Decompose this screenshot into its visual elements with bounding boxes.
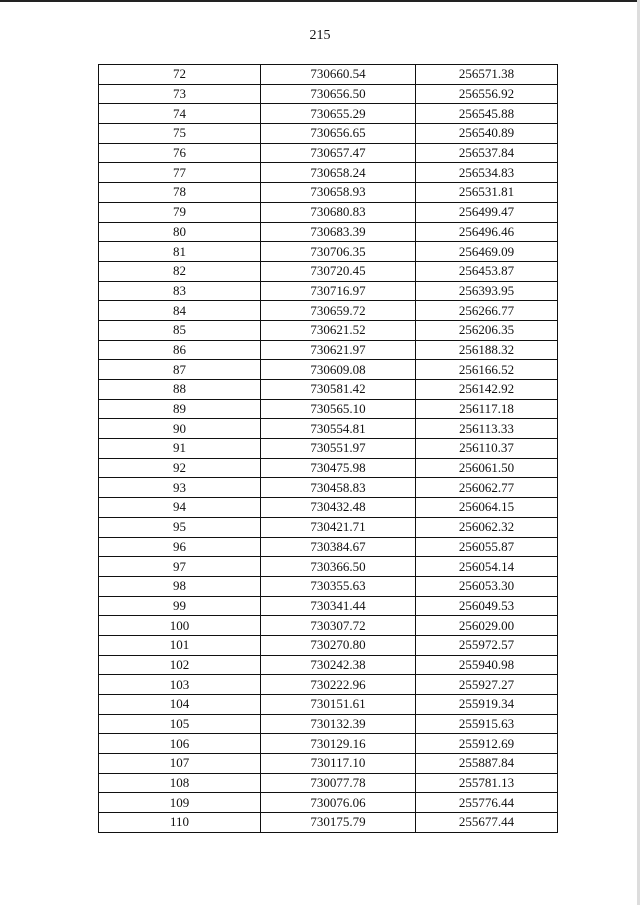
- y-coordinate-cell: 256142.92: [416, 380, 558, 400]
- coordinates-table-body: [99, 65, 558, 833]
- table-row: [99, 281, 558, 301]
- x-coordinate-cell: 730175.79: [261, 813, 416, 833]
- y-coordinate-cell: 255927.27: [416, 675, 558, 695]
- point-number-cell: 92: [99, 458, 261, 478]
- y-coordinate-cell: 256496.46: [416, 222, 558, 242]
- table-row: [99, 84, 558, 104]
- y-coordinate-cell: 256062.77: [416, 478, 558, 498]
- x-coordinate-cell: 730242.38: [261, 655, 416, 675]
- table-row: [99, 301, 558, 321]
- table-row: [99, 635, 558, 655]
- point-number-cell: 75: [99, 124, 261, 144]
- table-row: [99, 793, 558, 813]
- table-row: [99, 320, 558, 340]
- y-coordinate-cell: 256540.89: [416, 124, 558, 144]
- y-coordinate-cell: 255972.57: [416, 635, 558, 655]
- table-row: [99, 517, 558, 537]
- y-coordinate-cell: 256113.33: [416, 419, 558, 439]
- table-row: [99, 439, 558, 459]
- table-row: [99, 143, 558, 163]
- y-coordinate-cell: 256053.30: [416, 576, 558, 596]
- y-coordinate-cell: 256537.84: [416, 143, 558, 163]
- y-coordinate-cell: 256531.81: [416, 183, 558, 203]
- point-number-cell: 77: [99, 163, 261, 183]
- y-coordinate-cell: 256049.53: [416, 596, 558, 616]
- x-coordinate-cell: 730222.96: [261, 675, 416, 695]
- x-coordinate-cell: 730621.97: [261, 340, 416, 360]
- point-number-cell: 99: [99, 596, 261, 616]
- y-coordinate-cell: 255912.69: [416, 734, 558, 754]
- point-number-cell: 106: [99, 734, 261, 754]
- x-coordinate-cell: 730683.39: [261, 222, 416, 242]
- table-row: [99, 183, 558, 203]
- x-coordinate-cell: 730421.71: [261, 517, 416, 537]
- x-coordinate-cell: 730659.72: [261, 301, 416, 321]
- table-row: [99, 261, 558, 281]
- point-number-cell: 105: [99, 714, 261, 734]
- point-number-cell: 74: [99, 104, 261, 124]
- x-coordinate-cell: 730657.47: [261, 143, 416, 163]
- y-coordinate-cell: 256571.38: [416, 65, 558, 85]
- table-row: [99, 419, 558, 439]
- x-coordinate-cell: 730307.72: [261, 616, 416, 636]
- point-number-cell: 97: [99, 557, 261, 577]
- point-number-cell: 84: [99, 301, 261, 321]
- table-row: [99, 576, 558, 596]
- point-number-cell: 72: [99, 65, 261, 85]
- point-number-cell: 101: [99, 635, 261, 655]
- x-coordinate-cell: 730609.08: [261, 360, 416, 380]
- table-row: [99, 616, 558, 636]
- y-coordinate-cell: 256117.18: [416, 399, 558, 419]
- x-coordinate-cell: 730706.35: [261, 242, 416, 262]
- table-row: [99, 675, 558, 695]
- table-row: [99, 596, 558, 616]
- table-row: [99, 399, 558, 419]
- table-row: [99, 242, 558, 262]
- table-row: [99, 537, 558, 557]
- table-row: [99, 498, 558, 518]
- point-number-cell: 78: [99, 183, 261, 203]
- y-coordinate-cell: 256534.83: [416, 163, 558, 183]
- y-coordinate-cell: 256064.15: [416, 498, 558, 518]
- x-coordinate-cell: 730366.50: [261, 557, 416, 577]
- point-number-cell: 94: [99, 498, 261, 518]
- point-number-cell: 80: [99, 222, 261, 242]
- table-row: [99, 655, 558, 675]
- table-row: [99, 104, 558, 124]
- x-coordinate-cell: 730475.98: [261, 458, 416, 478]
- x-coordinate-cell: 730565.10: [261, 399, 416, 419]
- table-row: [99, 734, 558, 754]
- y-coordinate-cell: 256061.50: [416, 458, 558, 478]
- y-coordinate-cell: 256469.09: [416, 242, 558, 262]
- table-row: [99, 65, 558, 85]
- table-row: [99, 813, 558, 833]
- table-row: [99, 695, 558, 715]
- table-row: [99, 458, 558, 478]
- y-coordinate-cell: 255940.98: [416, 655, 558, 675]
- x-coordinate-cell: 730384.67: [261, 537, 416, 557]
- x-coordinate-cell: 730660.54: [261, 65, 416, 85]
- point-number-cell: 96: [99, 537, 261, 557]
- table-row: [99, 163, 558, 183]
- table-row: [99, 478, 558, 498]
- y-coordinate-cell: 255776.44: [416, 793, 558, 813]
- y-coordinate-cell: 256110.37: [416, 439, 558, 459]
- table-row: [99, 714, 558, 734]
- point-number-cell: 81: [99, 242, 261, 262]
- x-coordinate-cell: 730656.50: [261, 84, 416, 104]
- x-coordinate-cell: 730551.97: [261, 439, 416, 459]
- point-number-cell: 79: [99, 202, 261, 222]
- y-coordinate-cell: 256266.77: [416, 301, 558, 321]
- x-coordinate-cell: 730076.06: [261, 793, 416, 813]
- x-coordinate-cell: 730720.45: [261, 261, 416, 281]
- table-row: [99, 557, 558, 577]
- table-row: [99, 773, 558, 793]
- table-row: [99, 222, 558, 242]
- table-row: [99, 380, 558, 400]
- y-coordinate-cell: 256029.00: [416, 616, 558, 636]
- x-coordinate-cell: 730680.83: [261, 202, 416, 222]
- point-number-cell: 89: [99, 399, 261, 419]
- point-number-cell: 110: [99, 813, 261, 833]
- x-coordinate-cell: 730270.80: [261, 635, 416, 655]
- y-coordinate-cell: 256054.14: [416, 557, 558, 577]
- x-coordinate-cell: 730716.97: [261, 281, 416, 301]
- y-coordinate-cell: 256453.87: [416, 261, 558, 281]
- x-coordinate-cell: 730658.93: [261, 183, 416, 203]
- x-coordinate-cell: 730132.39: [261, 714, 416, 734]
- x-coordinate-cell: 730077.78: [261, 773, 416, 793]
- table-row: [99, 360, 558, 380]
- y-coordinate-cell: 256545.88: [416, 104, 558, 124]
- x-coordinate-cell: 730117.10: [261, 754, 416, 774]
- x-coordinate-cell: 730655.29: [261, 104, 416, 124]
- y-coordinate-cell: 256393.95: [416, 281, 558, 301]
- y-coordinate-cell: 255919.34: [416, 695, 558, 715]
- scan-border-top: [0, 0, 640, 2]
- point-number-cell: 102: [99, 655, 261, 675]
- y-coordinate-cell: 256055.87: [416, 537, 558, 557]
- table-row: [99, 754, 558, 774]
- point-number-cell: 109: [99, 793, 261, 813]
- y-coordinate-cell: 255915.63: [416, 714, 558, 734]
- point-number-cell: 93: [99, 478, 261, 498]
- point-number-cell: 76: [99, 143, 261, 163]
- x-coordinate-cell: 730151.61: [261, 695, 416, 715]
- x-coordinate-cell: 730355.63: [261, 576, 416, 596]
- point-number-cell: 86: [99, 340, 261, 360]
- table-row: [99, 340, 558, 360]
- point-number-cell: 104: [99, 695, 261, 715]
- x-coordinate-cell: 730554.81: [261, 419, 416, 439]
- x-coordinate-cell: 730656.65: [261, 124, 416, 144]
- point-number-cell: 87: [99, 360, 261, 380]
- y-coordinate-cell: 255887.84: [416, 754, 558, 774]
- table-row: [99, 124, 558, 144]
- point-number-cell: 88: [99, 380, 261, 400]
- y-coordinate-cell: 256499.47: [416, 202, 558, 222]
- y-coordinate-cell: 256166.52: [416, 360, 558, 380]
- point-number-cell: 107: [99, 754, 261, 774]
- x-coordinate-cell: 730658.24: [261, 163, 416, 183]
- point-number-cell: 100: [99, 616, 261, 636]
- x-coordinate-cell: 730621.52: [261, 320, 416, 340]
- y-coordinate-cell: 255781.13: [416, 773, 558, 793]
- y-coordinate-cell: 255677.44: [416, 813, 558, 833]
- point-number-cell: 73: [99, 84, 261, 104]
- point-number-cell: 83: [99, 281, 261, 301]
- point-number-cell: 85: [99, 320, 261, 340]
- y-coordinate-cell: 256556.92: [416, 84, 558, 104]
- x-coordinate-cell: 730458.83: [261, 478, 416, 498]
- x-coordinate-cell: 730581.42: [261, 380, 416, 400]
- point-number-cell: 95: [99, 517, 261, 537]
- point-number-cell: 91: [99, 439, 261, 459]
- point-number-cell: 108: [99, 773, 261, 793]
- y-coordinate-cell: 256062.32: [416, 517, 558, 537]
- point-number-cell: 90: [99, 419, 261, 439]
- page-number: 215: [309, 28, 331, 43]
- x-coordinate-cell: 730341.44: [261, 596, 416, 616]
- x-coordinate-cell: 730432.48: [261, 498, 416, 518]
- table-row: [99, 202, 558, 222]
- point-number-cell: 103: [99, 675, 261, 695]
- point-number-cell: 98: [99, 576, 261, 596]
- y-coordinate-cell: 256206.35: [416, 320, 558, 340]
- y-coordinate-cell: 256188.32: [416, 340, 558, 360]
- coordinates-table: [98, 64, 558, 833]
- point-number-cell: 82: [99, 261, 261, 281]
- x-coordinate-cell: 730129.16: [261, 734, 416, 754]
